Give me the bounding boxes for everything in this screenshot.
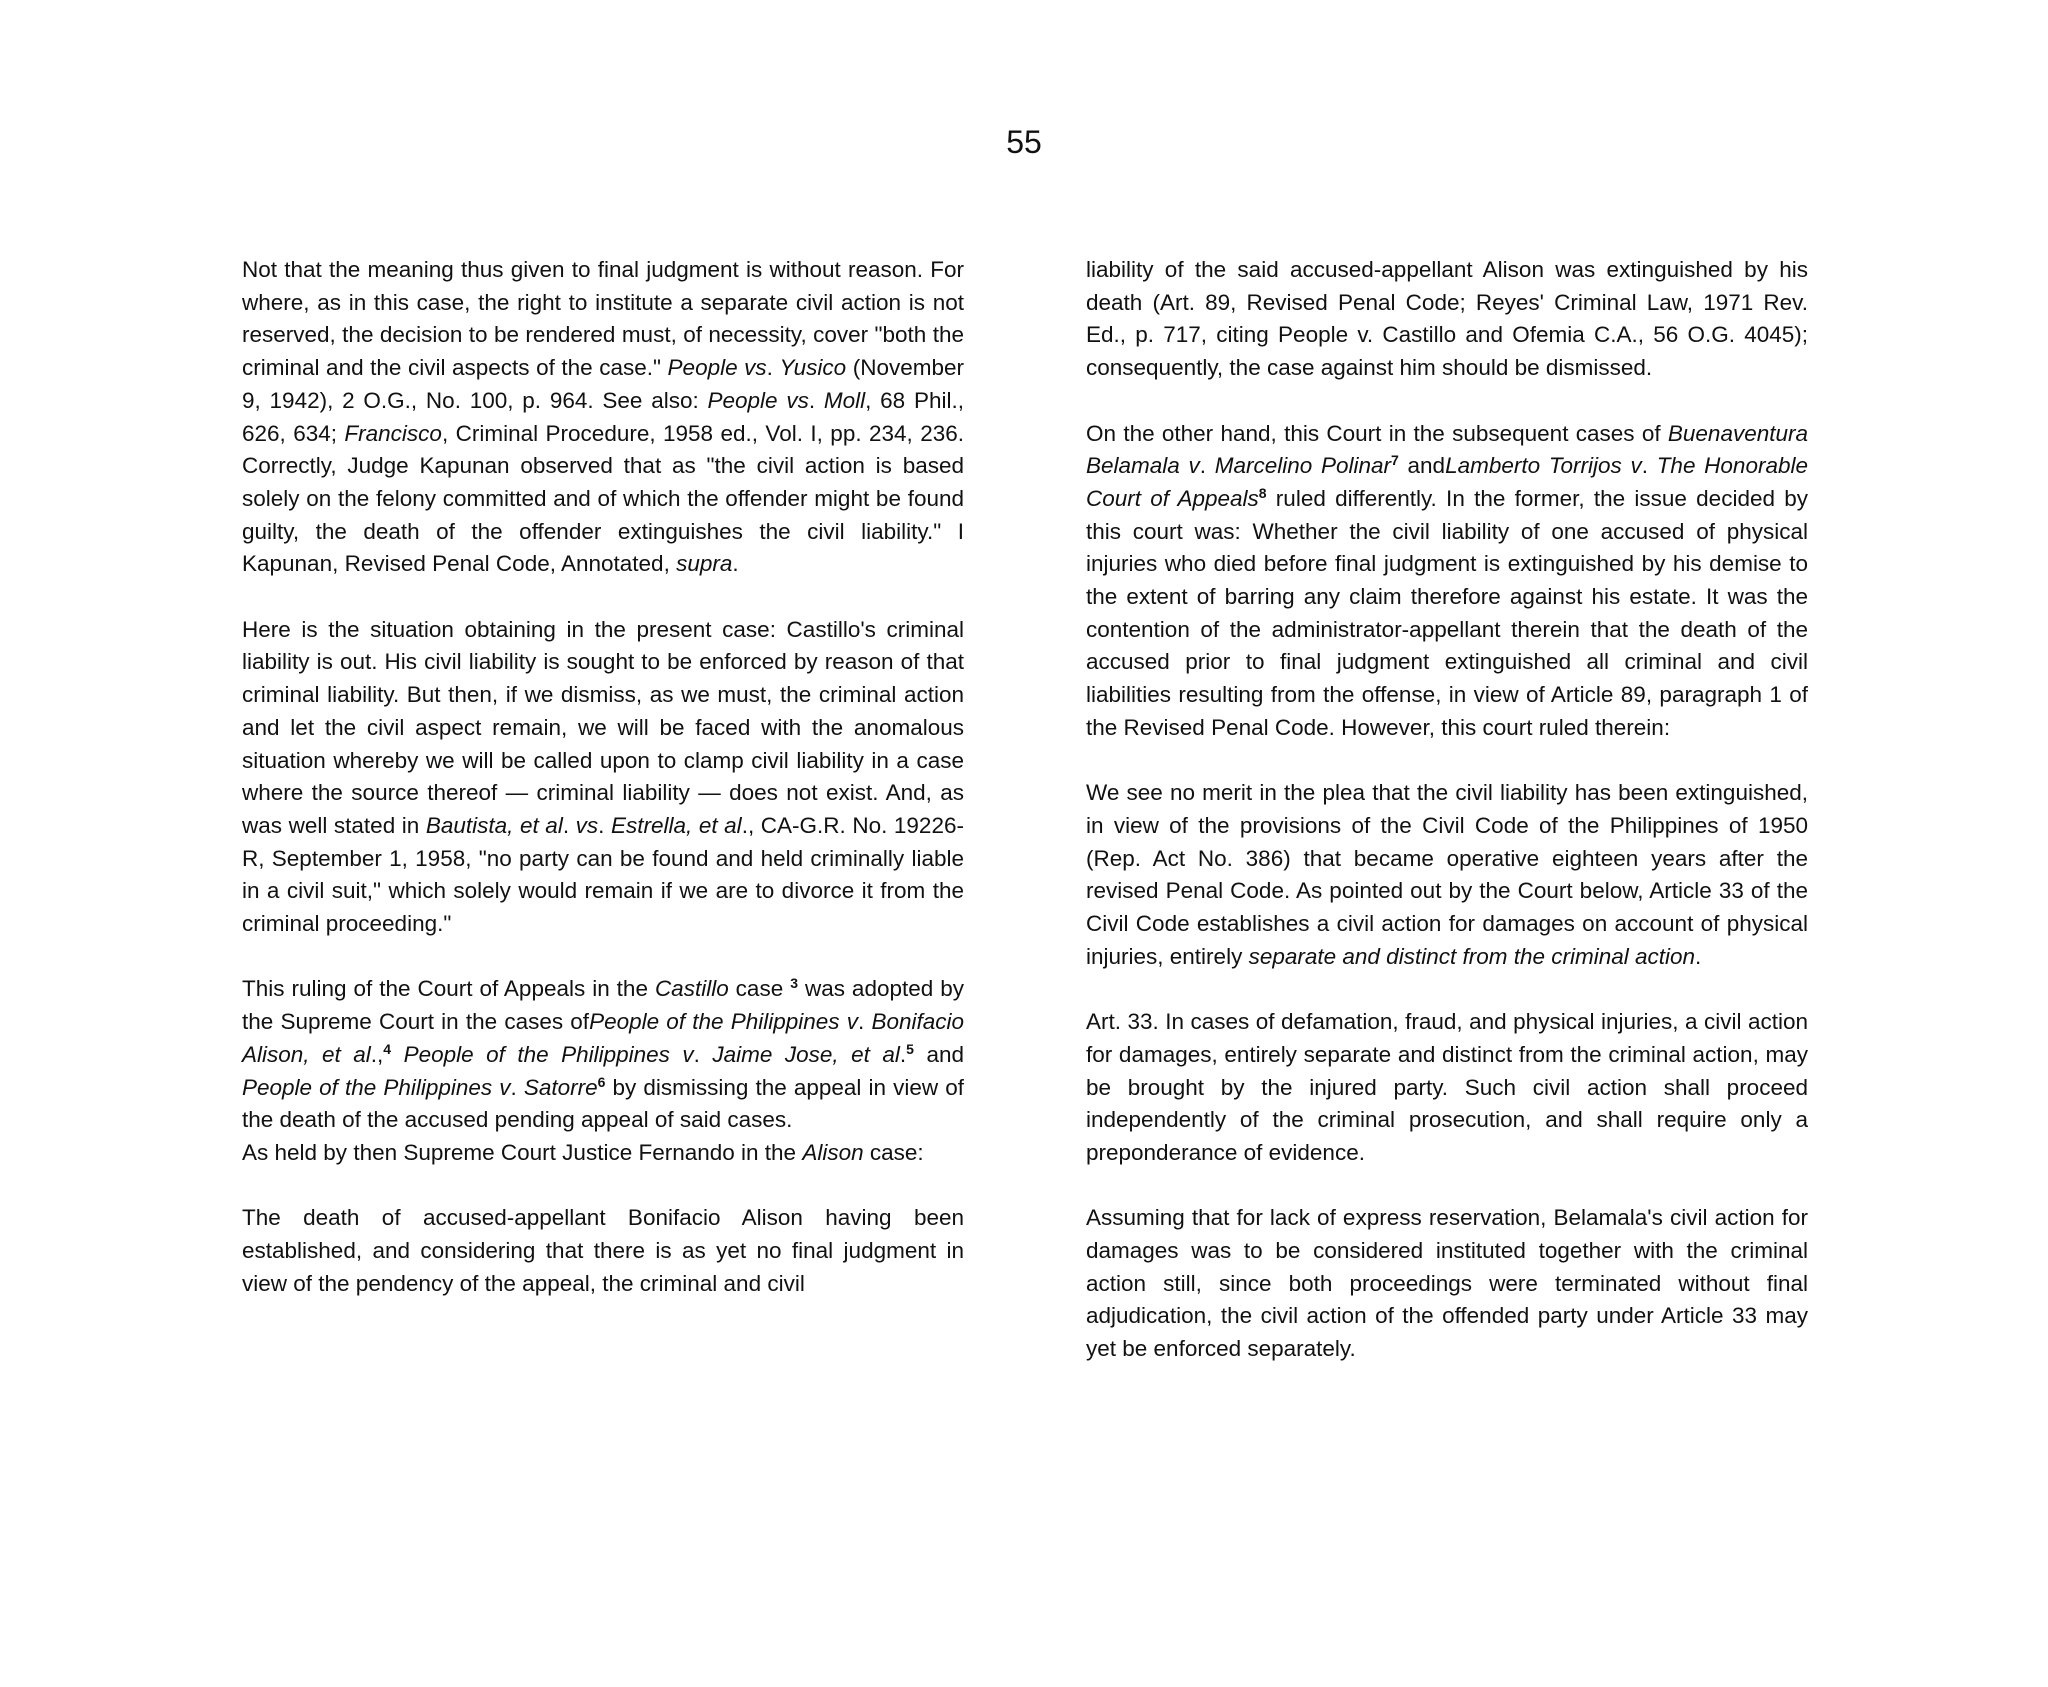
case-citation: Bautista, et al [425, 812, 563, 838]
case-citation: People of the Philippines v [403, 1041, 694, 1067]
footnote-marker: 5 [906, 1040, 914, 1057]
text: ruled differently. In the former, the issue decided by this court was: Whether the civil liability of one accused of physical injuries who died before final judgment is extinguished by his demise to the extent of barring any claim therefore against his estate. It was the contention of the administrator-appellant therein that the death of the accused prior to final judgment extinguished all criminal and civil liabilities resulting from the offense, in view of Article 89, paragraph 1 of the Revised Penal Code. However, this court ruled therein: [1086, 485, 1808, 740]
case-citation: Jaime Jose, et al [712, 1041, 900, 1067]
text: . [1641, 453, 1657, 479]
case-citation: Buenaventura Belamala v [1086, 420, 1808, 479]
footnote-marker: 4 [383, 1040, 392, 1057]
footnote-marker: 7 [1391, 452, 1399, 469]
case-citation: Francisco [344, 420, 442, 446]
text: and [913, 1041, 964, 1067]
text: . [693, 1041, 713, 1067]
case-citation: People of the Philippines v [589, 1009, 858, 1035]
right-column [1086, 254, 1808, 1366]
text: . [899, 1041, 907, 1067]
case-citation: The Honorable Court of Appeals [1086, 453, 1808, 511]
text: The death of accused-appellant Bonifacio Alison having been established, and considering that there is as yet no final judgment in view of the pendency of the appeal, the criminal and civil [242, 1205, 964, 1296]
text: This ruling of the Court of Appeals in the [242, 976, 655, 1002]
text: ., CA-G.R. No. 19226-R, September 1, 1958, "no party can be found and held criminally liable in a civil suit," which solely would remain if we are to divorce it from the criminal proceeding." [242, 812, 964, 937]
text: On the other hand, this Court in the subsequent cases of [1086, 420, 1668, 446]
text: . [598, 812, 611, 838]
case-citation: Marcelino Polinar [1214, 453, 1392, 479]
paragraph-alison-quote-continued [1086, 254, 1808, 385]
text: case: [863, 1139, 924, 1165]
text: Art. 33. In cases of defamation, fraud, and physical injuries, a civil action for damages, entirely separate and distinct from the criminal action, may be brought by the injured party. Such civil action shall proceed independently of the criminal prosecution, and shall require only a preponderance of evidence. [1086, 1009, 1808, 1165]
text: . [857, 1009, 872, 1035]
case-citation: vs [575, 812, 599, 838]
text: Not that the meaning thus given to final judgment is without reason. For where, as in this case, the right to institute a separate civil action is not reserved, the decision to be rendered must, of necessity, cover "both the criminal and the civil aspects of the case." [242, 257, 964, 381]
footnote-marker: 6 [597, 1073, 606, 1090]
text: , Criminal Procedure, 1958 ed., Vol. I, pp. 234, 236. Correctly, Judge Kapunan observed that as "the civil action is based solely on the felony committed and of which the offender might be found guilty, the death of the offender extinguishes the civil liability." I Kapunan, Revised Penal Code, Annotated, [242, 420, 964, 577]
paragraph-subsequent-cases [1086, 418, 1808, 745]
case-citation: Satorre [523, 1074, 598, 1100]
text: . [766, 355, 780, 381]
case-citation: Castillo [654, 976, 729, 1002]
paragraph-final-judgment [242, 254, 964, 581]
paragraph-situation [242, 614, 964, 941]
case-citation: People vs [707, 387, 809, 413]
paragraph-assuming [1086, 1202, 1808, 1366]
text: . [1199, 453, 1215, 479]
text: by dismissing the appeal in view of the death of the accused pending appeal of said cases. [242, 1074, 964, 1133]
case-citation: Estrella, et al [610, 812, 742, 838]
footnote-marker: 8 [1258, 484, 1267, 501]
emphasis: separate and distinct from the criminal action [1248, 943, 1696, 969]
text: As held by then Supreme Court Justice Fernando in the [242, 1139, 803, 1165]
text: was adopted by the Supreme Court in the cases of [242, 976, 964, 1035]
case-citation: Yusico [779, 355, 847, 381]
text: (November 9, 1942), 2 O.G., No. 100, p. 964. See also: [242, 355, 964, 413]
footnote-marker: 3 [790, 975, 798, 992]
text: We see no merit in the plea that the civil liability has been extinguished, in view of the provisions of the Civil Code of the Philippines of 1950 (Rep. Act No. 386) that became operative eighteen years after the revised Penal Code. As pointed out by the Court below, Article 33 of the Civil Code establishes a civil action for damages on account of physical injuries, entirely [1086, 780, 1808, 969]
text: . [808, 387, 824, 413]
paragraph-ruling [242, 973, 964, 1137]
case-citation: Moll [823, 387, 866, 413]
text: Assuming that for lack of express reservation, Belamala's civil action for damages was to be considered instituted together with the criminal action still, since both proceedings were terminated without final adjudication, the civil action of the offended party under Article 33 may yet be enforced separately. [1086, 1205, 1808, 1362]
text: ., [370, 1041, 384, 1067]
text: Here is the situation obtaining in the present case: Castillo's criminal liability is out. His civil liability is sought to be enforced by reason of that criminal liability. But then, if we dismiss, as we must, the criminal action and let the civil aspect remain, we will be faced with the anomalous situation whereby we will be called upon to clamp civil liability in a case where the source thereof — criminal liability — does not exist. And, as was well stated in [242, 616, 964, 838]
paragraph-fernando [242, 1137, 964, 1170]
paragraph-no-merit [1086, 777, 1808, 973]
case-citation: Lamberto Torrijos v [1445, 453, 1642, 479]
text: . [1695, 943, 1702, 969]
text: . [732, 551, 739, 577]
case-citation: People of the Philippines v [242, 1074, 511, 1100]
page-number: 55 [1006, 124, 1042, 160]
citation-supra: supra [676, 551, 733, 577]
case-citation: Bonifacio Alison, et al [242, 1009, 964, 1067]
paragraph-alison-quote [242, 1202, 964, 1300]
left-column [242, 254, 964, 1300]
case-citation: People vs [667, 355, 767, 381]
text: . [510, 1074, 524, 1100]
text: liability of the said accused-appellant Alison was extinguished by his death (Art. 89, Revised Penal Code; Reyes' Criminal Law, 1971 Rev. Ed., p. 717, citing People v. Castillo and Ofemia C.A., 56 O.G. 4045); consequently, the case against him should be dismissed. [1086, 257, 1808, 381]
case-citation: Alison [802, 1139, 864, 1165]
paragraph-article-33 [1086, 1006, 1808, 1170]
text [391, 1042, 403, 1067]
text: , 68 Phil., 626, 634; [242, 387, 964, 446]
text: and [1398, 453, 1446, 479]
text: . [562, 812, 576, 838]
text: case [728, 976, 791, 1002]
